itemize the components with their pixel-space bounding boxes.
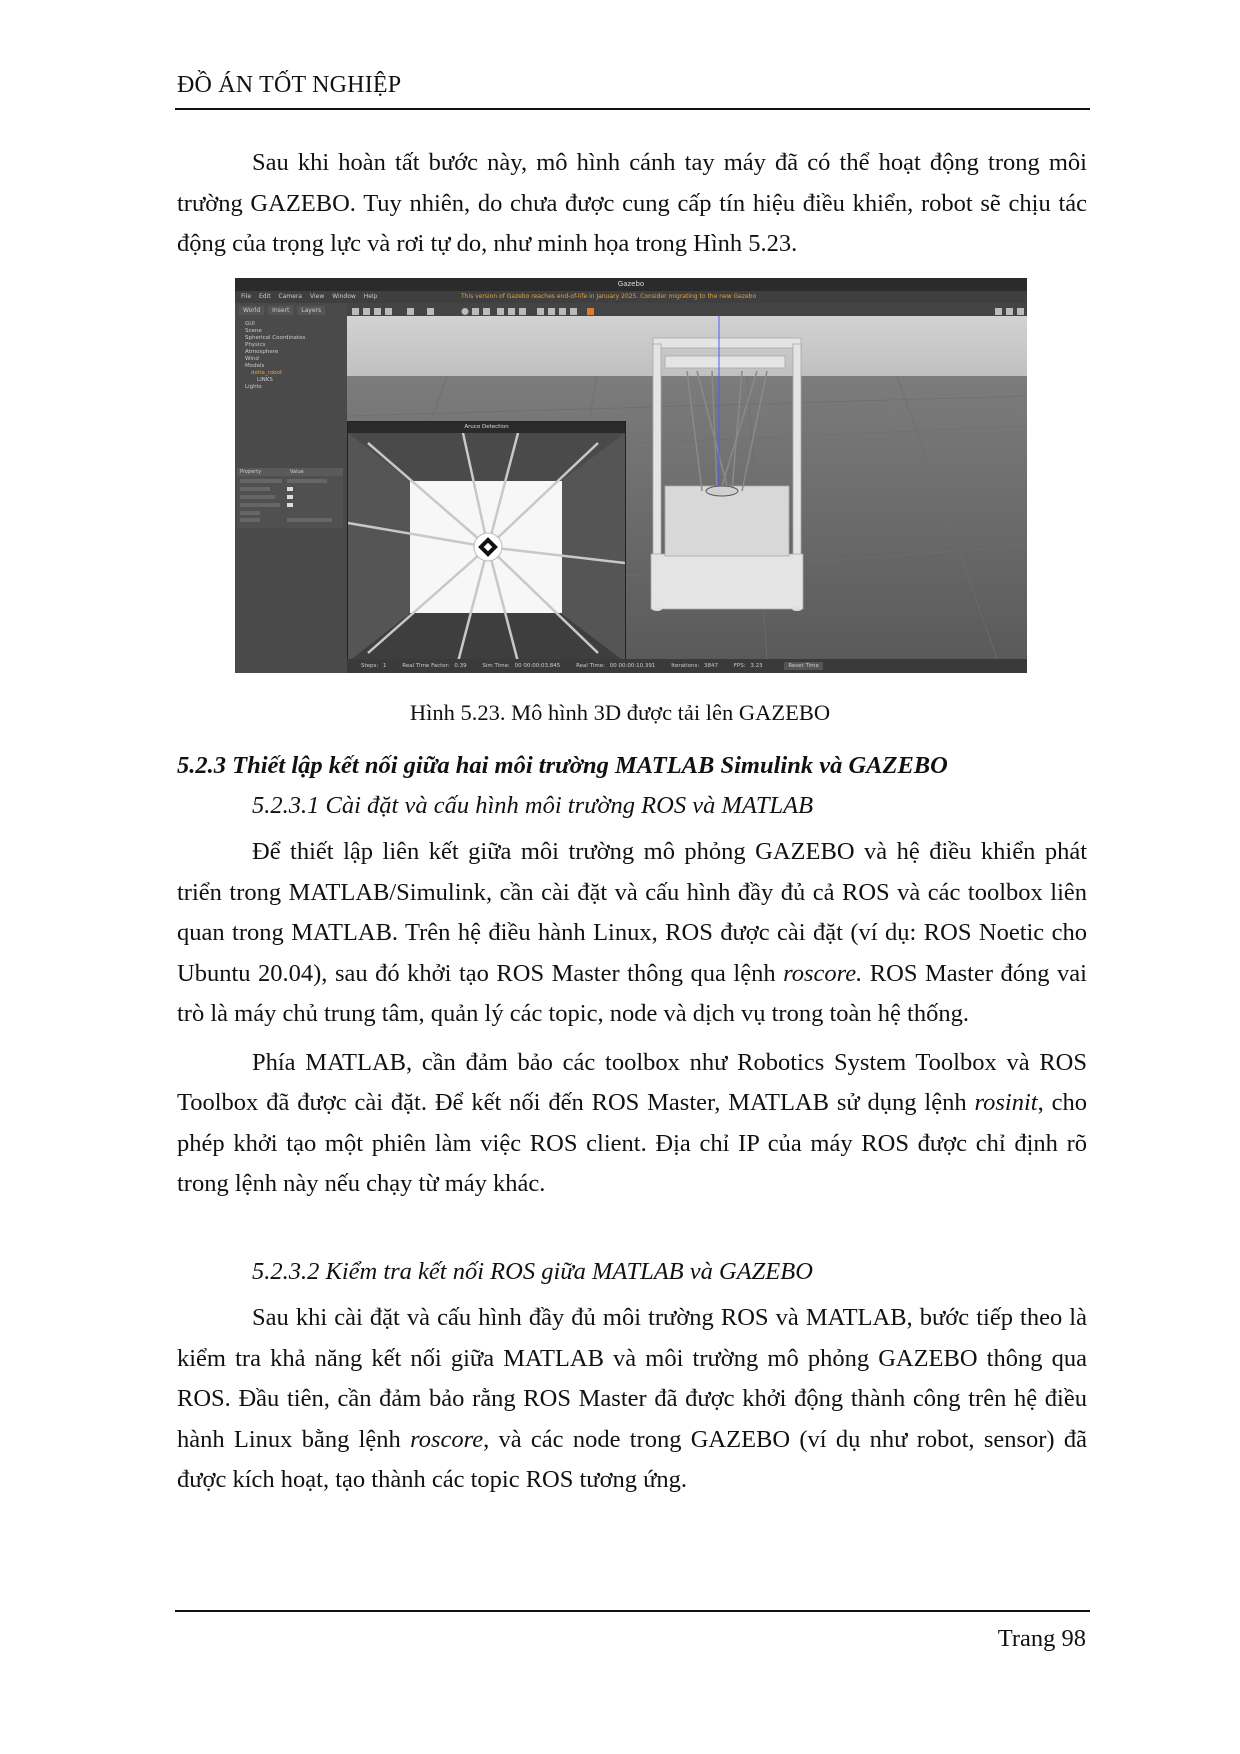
props-header-property: Property (240, 469, 262, 475)
gazebo-window-title: Gazebo (235, 278, 1027, 291)
paragraph: Sau khi cài đặt và cấu hình đầy đủ môi trường ROS và MATLAB, bước tiếp theo là kiểm tra khả năng kết nối giữa MATLAB và môi trường mô phỏng GAZEBO thông qua ROS. Đầu tiên, cần đảm bảo rằng ROS Master đã được khởi động thành công trên hệ điều hành Linux bằng lệnh roscore, và các node trong GAZEBO (ví dụ như robot, sensor) đã được kích hoạt, tạo thành các topic ROS tương ứng. (177, 1304, 1087, 1493)
status-real-time: 00 00:00:10.391 (609, 663, 656, 669)
gazebo-menu-bar (235, 291, 1027, 303)
tree-item: GUI (245, 321, 255, 327)
tree-item: Wind (245, 356, 259, 362)
section-5-2-3-1-body (177, 832, 1087, 1205)
aruco-window-title: Aruco Detection (348, 422, 625, 433)
header-divider (175, 108, 1090, 110)
tree-item: Spherical Coordinates (245, 335, 306, 341)
intro-paragraph: Sau khi hoàn tất bước này, mô hình cánh tay máy đã có thể hoạt động trong môi trường GAZEBO. Tuy nhiên, do chưa được cung cấp tín hiệu điều khiển, robot sẽ chịu tác động của trọng lực và rơi tự do, như minh họa trong Hình 5.23. (177, 149, 1087, 257)
menu-edit: Edit (258, 293, 271, 300)
intro-paragraph-block (177, 143, 1087, 265)
gazebo-status-bar (347, 659, 1027, 673)
paragraph: Phía MATLAB, cần đảm bảo các toolbox như Robotics System Toolbox và ROS Toolbox đã được cài đặt. Để kết nối đến ROS Master, MATLAB sử dụng lệnh rosinit, cho phép khởi tạo một phiên làm việc ROS client. Địa chỉ IP của máy ROS được chỉ định rõ trong lệnh này nếu chạy từ máy khác. (177, 1048, 1087, 1197)
status-iterations: 3847 (704, 663, 718, 669)
tree-item: delta_robot (251, 370, 283, 376)
menu-camera: Camera (278, 293, 303, 300)
aruco-camera-view (348, 433, 625, 662)
props-header-value: Value (290, 469, 304, 475)
status-fps-label: FPS: (733, 663, 746, 669)
section-5-2-3-2-body (177, 1298, 1087, 1501)
gazebo-world-tree (245, 321, 305, 391)
status-steps-label: Steps: (361, 663, 379, 669)
page-number: Trang 98 (997, 1625, 1086, 1652)
paragraph: Để thiết lập liên kết giữa môi trường mô phỏng GAZEBO và hệ điều khiển phát triển trong MATLAB/Simulink, cần cài đặt và cấu hình đầy đủ cả ROS và các toolbox liên quan trong MATLAB. Trên hệ điều hành Linux, ROS được cài đặt (ví dụ: ROS Noetic cho Ubuntu 20.04), sau đó khởi tạo ROS Master thông qua lệnh roscore. ROS Master đóng vai trò là máy chủ trung tâm, quản lý các topic, node và dịch vụ trong toàn hệ thống. (177, 838, 1087, 1027)
status-rtf-label: Real Time Factor: (402, 663, 450, 669)
tree-item: Atmosphere (245, 349, 279, 355)
command-rosinit: rosinit (974, 1089, 1038, 1116)
subsection-heading-5-2-3-2: 5.2.3.2 Kiểm tra kết nối ROS giữa MATLAB và GAZEBO (252, 1258, 813, 1285)
status-sim-label: Sim Time: (482, 663, 510, 669)
gazebo-left-panel (235, 303, 347, 673)
tab-layers: Layers (297, 306, 325, 315)
status-real-label: Real Time: (576, 663, 605, 669)
tree-item: Lights (245, 384, 262, 390)
command-roscore: roscore. (783, 959, 863, 987)
status-sim-time: 00 00:00:03.845 (514, 663, 561, 669)
command-roscore: roscore (410, 1425, 484, 1453)
section-heading-5-2-3: 5.2.3 Thiết lập kết nối giữa hai môi trường MATLAB Simulink và GAZEBO (177, 752, 948, 779)
props-rows-graphic (237, 476, 343, 524)
status-fps: 3.23 (750, 663, 763, 669)
tree-item: Scene (245, 328, 262, 334)
tree-item: Physics (245, 342, 266, 348)
footer-divider (175, 1610, 1090, 1612)
gazebo-property-table (237, 468, 343, 528)
tab-insert: Insert (268, 306, 293, 315)
gazebo-left-tabs (239, 306, 327, 315)
menu-help: Help (363, 293, 378, 300)
tab-world: World (239, 306, 264, 315)
subsection-heading-5-2-3-1: 5.2.3.1 Cài đặt và cấu hình môi trường ROS và MATLAB (252, 792, 814, 819)
menu-file: File (241, 293, 252, 300)
tree-item: Models (245, 363, 265, 369)
gazebo-toolbar (347, 303, 1027, 316)
status-rtf: 0.39 (454, 663, 467, 669)
tree-item: LINKS (257, 377, 273, 383)
status-iter-label: Iterations: (671, 663, 700, 669)
figure-gazebo-screenshot (235, 278, 1027, 673)
figure-caption: Hình 5.23. Mô hình 3D được tải lên GAZEBO (409, 700, 831, 725)
menu-window: Window (332, 293, 356, 300)
status-steps: 1 (383, 663, 387, 669)
gazebo-eol-warning: This version of Gazebo reaches end-of-life in January 2025. Consider migrating to the new Gazebo (461, 293, 757, 300)
aruco-detection-window (347, 421, 626, 663)
menu-view: View (309, 293, 325, 300)
reset-time-button: Reset Time (784, 662, 823, 670)
page-header-title: ĐỒ ÁN TỐT NGHIỆP (177, 72, 402, 98)
